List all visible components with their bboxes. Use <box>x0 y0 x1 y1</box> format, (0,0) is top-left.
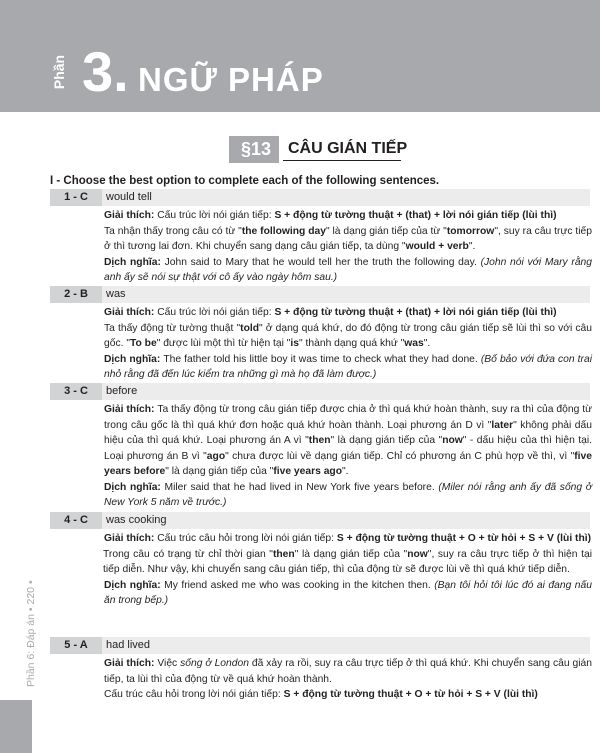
explanation-line: Giải thích: Ta thấy động từ trong câu gián tiếp được chia ở thì quá khứ hoàn thành, suy ra thì của động từ trong câu gốc là thì quá khứ đơn hoặc quá khứ hoàn thành. Loại phương án D vì "later" không phải dấu hiệu của thì quá khứ. Loại phương án A vì "then" là dạng gián tiếp của "now" - dấu hiệu của thì hiện tại. Loại phương án B vì "ago" chưa được lùi về dạng gián tiếp. Chỉ có phương án C phù hợp về thì, vì "five years before" là dạng gián tiếp của "five years ago". <box>104 404 592 477</box>
explanation-line: Trong câu có trạng từ chỉ thời gian "then" là dạng gián tiếp của "now", suy ra câu trực tiếp ở thì hiện tại tiếp diễn. Như vậy, khi chuyển sang câu gián tiếp, thì của động từ sẽ được lùi về thì quá khứ tiếp diễn. <box>103 548 592 575</box>
item-answer: would tell <box>106 191 152 203</box>
item-answer: before <box>106 385 138 397</box>
item-number: 5 - A <box>50 637 102 654</box>
answer-row-3 <box>50 383 590 400</box>
explanation-4 <box>104 531 592 609</box>
exercise-instruction: I - Choose the best option to complete each of the following sentences. <box>50 175 440 187</box>
chapter-number: 3. <box>82 40 129 103</box>
translation-line: Dịch nghĩa: My friend asked me who was cooking in the kitchen then. (Bạn tôi hỏi tôi lúc đó ai đang nấu ăn trong bếp.) <box>104 579 592 606</box>
translation-line: Dịch nghĩa: John said to Mary that he would tell her the truth the following day. (John nói với Mary rằng anh ấy sẽ nói sự thật với cô ấy vào ngày hôm sau.) <box>104 256 593 283</box>
item-answer: was <box>106 288 126 300</box>
explanation-line: Giải thích: Việc sống ở London đã xảy ra rồi, suy ra câu trực tiếp ở thì quá khứ. Khi chuyển sang câu gián tiếp, ta lùi thì của động từ về quá khứ hoàn thành. <box>104 658 592 685</box>
explanation-line: Cấu trúc câu hỏi trong lời nói gián tiếp: S + động từ tường thuật + O + từ hỏi + S + V (lùi thì) <box>104 689 538 700</box>
item-number: 4 - C <box>50 512 102 529</box>
explanation-3 <box>104 402 592 511</box>
explanation-line: Giải thích: Cấu trúc lời nói gián tiếp: S + động từ tường thuật + (that) + lời nói gián tiếp (lùi thì) <box>104 210 557 221</box>
explanation-5 <box>104 656 592 703</box>
item-number: 1 - C <box>50 189 102 206</box>
answer-row-1 <box>50 189 590 206</box>
explanation-line: Giải thích: Cấu trúc câu hỏi trong lời nói gián tiếp: S + động từ tường thuật + O + từ hỏi + S + V (lùi thì) <box>104 533 592 544</box>
part-label: Phần <box>51 54 67 90</box>
item-answer: was cooking <box>106 514 167 526</box>
side-tab <box>0 700 32 753</box>
answer-row-2 <box>50 286 590 303</box>
chapter-title: NGỮ PHÁP <box>138 61 324 98</box>
explanation-1 <box>104 208 592 286</box>
section-underline <box>283 160 401 161</box>
item-answer: had lived <box>106 639 151 651</box>
translation-line: Dịch nghĩa: The father told his little boy it was time to check what they had done. (Bố bảo với đứa con trai nhỏ rằng đã đến lúc kiểm tra những gì mà họ đã làm được.) <box>104 353 592 380</box>
answer-row-4 <box>50 512 590 529</box>
section-badge: §13 <box>233 136 279 163</box>
answer-row-5 <box>50 637 590 654</box>
section-title: CÂU GIÁN TIẾP <box>288 140 408 157</box>
explanation-line: Ta nhận thấy trong câu có từ "the following day" là dạng gián tiếp của từ "tomorrow", suy ra câu trực tiếp ở thì tương lai đơn. Khi chuyển sang dạng câu gián tiếp, ta dùng "would + verb". <box>104 225 592 252</box>
translation-line: Dịch nghĩa: Miler said that he had lived in New York five years before. (Miler nói rằng anh ấy đã sống ở New York 5 năm về trước.) <box>104 481 592 508</box>
explanation-line: Ta thấy động từ tường thuật "told" ở dạng quá khứ, do đó động từ trong câu gián tiếp sẽ lùi thì so với câu gốc. "To be" được lùi một thì từ hiện tại "is" thành dạng quá khứ "was". <box>104 322 592 349</box>
side-label: Phần 6: Đáp án • 220 • <box>25 580 37 687</box>
chapter-banner <box>0 0 600 112</box>
item-number: 2 - B <box>50 286 102 303</box>
explanation-line: Giải thích: Cấu trúc lời nói gián tiếp: S + động từ tường thuật + (that) + lời nói gián tiếp (lùi thì) <box>104 307 557 318</box>
item-number: 3 - C <box>50 383 102 400</box>
explanation-2 <box>104 305 592 383</box>
